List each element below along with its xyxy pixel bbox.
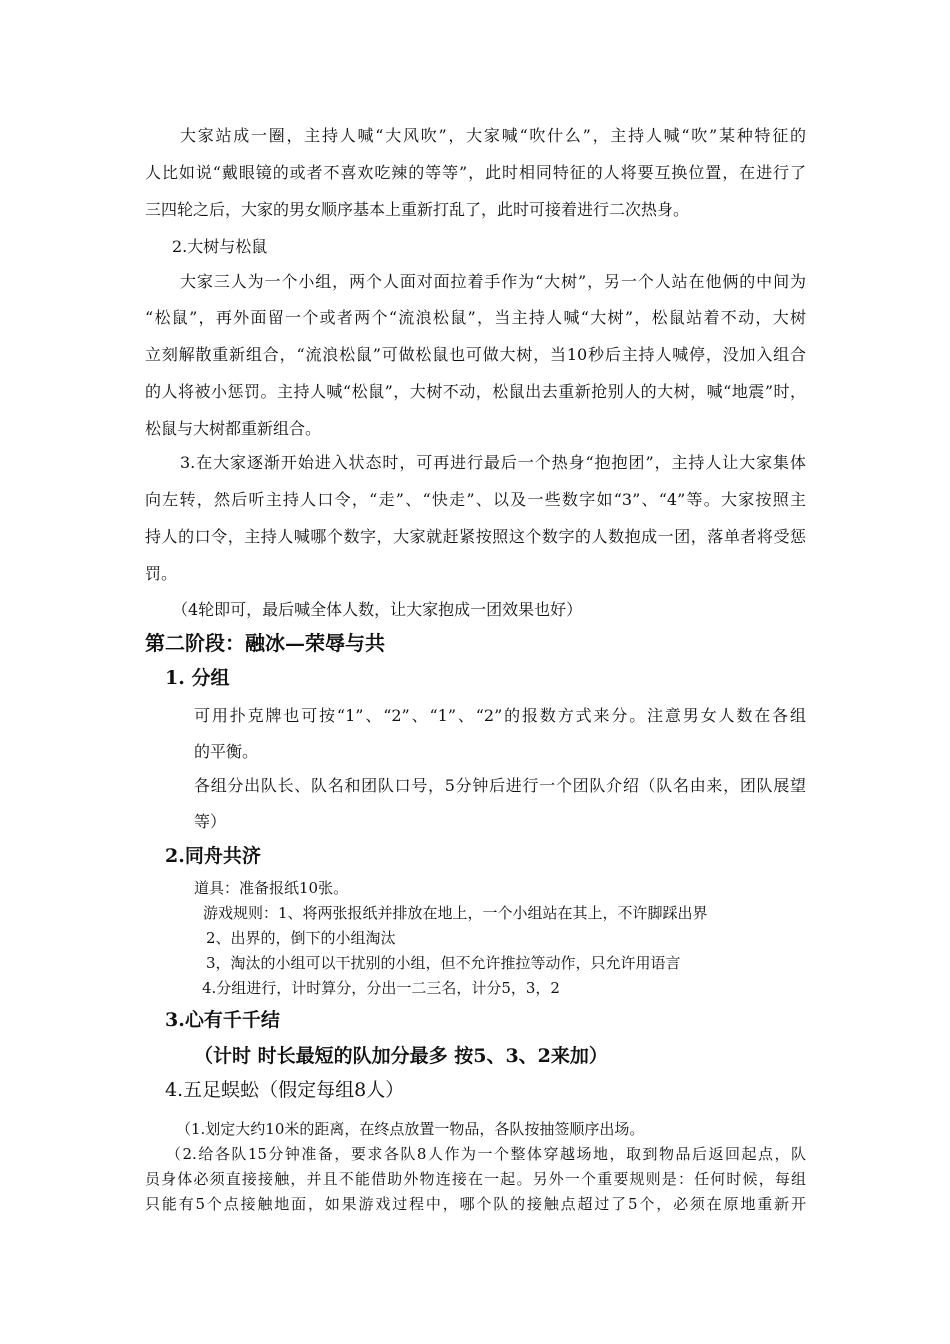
sub2-line2: 游戏规则：1、将两张报纸并排放在地上，一个小组站在其上，不许脚踩出界: [203, 904, 708, 922]
section2-title: 第二阶段：融冰—荣辱与共: [145, 631, 385, 655]
sub4-line2: （2.给各队15分钟准备，要求各队8人作为一个整体穿越场地，取到物品后返回起点，队: [166, 1145, 806, 1163]
para3-line4: 罚。: [145, 564, 178, 583]
sub4-title: 4.五足蜈蚣（假定每组8人）: [165, 1079, 405, 1101]
sub2-line3: 2、出界的，倒下的小组淘汰: [206, 929, 396, 947]
sub1-line2: 的平衡。: [194, 742, 259, 761]
para2-line5: 松鼠与大树都重新组合。: [145, 419, 322, 438]
note-line: （4轮即可，最后喊全体人数，让大家抱成一团效果也好）: [172, 600, 583, 619]
para3-line1: 3.在大家逐渐开始进入状态时，可再进行最后一个热身“抱抱团”，主持人让大家集体: [180, 453, 806, 472]
para2-line1: 大家三人为一个小组，两个人面对面拉着手作为“大树”，另一个人站在他俩的中间为: [180, 272, 806, 291]
sub2-line5: 4.分组进行，计时算分，分出一二三名，计分5，3，2: [202, 979, 560, 997]
sub4-line3: 员身体必须直接接触，并且不能借助外物连接在一起。另外一个重要规则是：任何时候，每组: [145, 1170, 806, 1188]
sub4-line4: 只能有5个点接触地面，如果游戏过程中，哪个队的接触点超过了5个，必须在原地重新开: [145, 1195, 806, 1213]
para2-line4: 的人将被小惩罚。主持人喊“松鼠”，大树不动，松鼠出去重新抢别人的大树，喊“地震”时，: [145, 382, 806, 401]
para2-line3: 立刻解散重新组合，“流浪松鼠”可做松鼠也可做大树，当10秒后主持人喊停，没加入组合: [145, 345, 806, 364]
para2-line2: “松鼠”，再外面留一个或者两个“流浪松鼠”，当主持人喊“大树”，松鼠站着不动，大树: [145, 308, 806, 327]
item2-title: 2.大树与松鼠: [172, 237, 268, 256]
sub2-title: 2.同舟共济: [165, 845, 261, 867]
para1-line2: 人比如说“戴眼镜的或者不喜欢吃辣的等等”，此时相同特征的人将要互换位置，在进行了: [145, 163, 806, 182]
para3-line2: 向左转，然后听主持人口令，“走”、“快走”、以及一些数字如“3”、“4”等。大家按照主: [145, 490, 806, 509]
sub1-line1: 可用扑克牌也可按“1”、“2”、“1”、“2”的报数方式来分。注意男女人数在各组: [194, 706, 806, 725]
sub2-line4: 3，淘汰的小组可以干扰别的小组，但不允许推拉等动作，只允许用语言: [206, 954, 681, 972]
sub3-subtitle: （计时 时长最短的队加分最多 按5、3、2来加）: [194, 1045, 608, 1067]
sub1-line4: 等）: [194, 812, 227, 831]
sub1-line3: 各组分出队长、队名和团队口号，5分钟后进行一个团队介绍（队名由来，团队展望: [194, 776, 806, 795]
para1-line1: 大家站成一圈，主持人喊“大风吹”，大家喊“吹什么”，主持人喊“吹”某种特征的: [180, 126, 806, 145]
sub3-title: 3.心有千千结: [165, 1009, 280, 1031]
para3-line3: 持人的口令，主持人喊哪个数字，大家就赶紧按照这个数字的人数抱成一团，落单者将受惩: [145, 527, 806, 546]
para1-line3: 三四轮之后，大家的男女顺序基本上重新打乱了，此时可接着进行二次热身。: [145, 200, 690, 219]
sub4-line1: （1.划定大约10米的距离，在终点放置一物品，各队按抽签顺序出场。: [176, 1120, 645, 1138]
sub2-line1: 道具：准备报纸10张。: [194, 879, 349, 897]
sub1-title: 1. 分组: [165, 667, 230, 689]
